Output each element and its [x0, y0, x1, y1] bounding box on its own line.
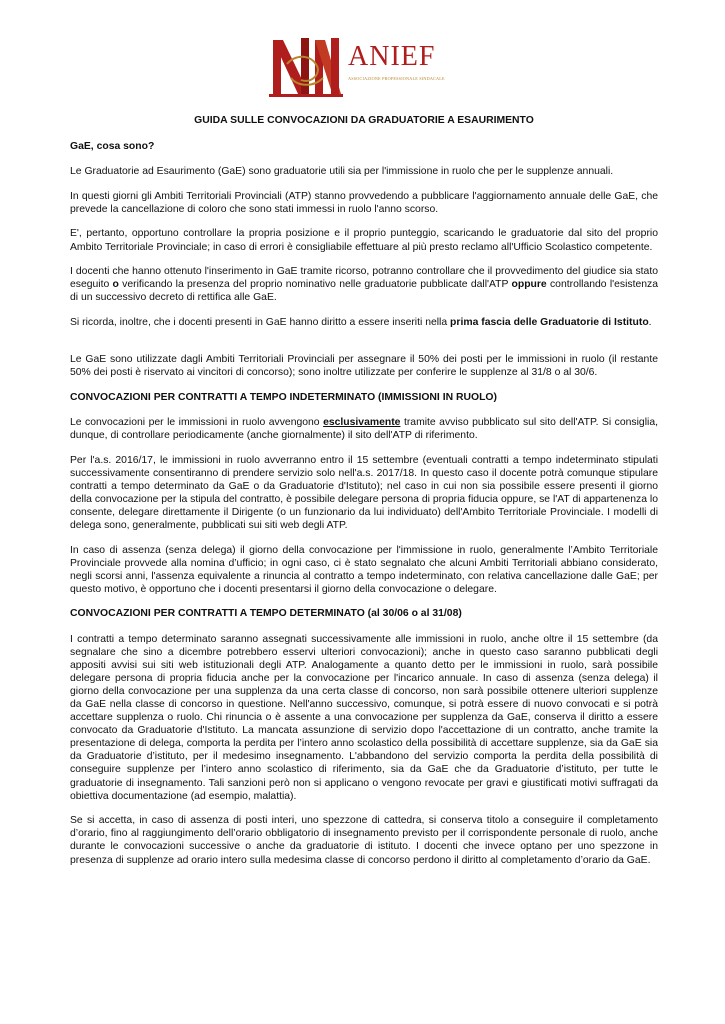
bold-span: prima fascia delle Graduatorie di Istituto — [450, 316, 649, 328]
section-heading-gae: GaE, cosa sono? — [70, 141, 155, 153]
anief-logo-icon — [267, 34, 345, 100]
text-span: tramite avviso pubblicato sul sito dell'ATP. Si consiglia, dunque, di controllare periodicamente (anche giornalmente) il sito dell'ATP di riferimento. — [70, 416, 658, 441]
bold-underlined-span — [323, 417, 400, 428]
text-span: I docenti che hanno ottenuto l'inserimento in GaE tramite ricorso, potranno controllare che il provvedimento del giudice sia stato eseguito — [70, 266, 658, 291]
paragraph-gae-usage: Le GaE sono utilizzate dagli Ambiti Territoriali Provinciali per assegnare il 50% dei posti per le immissioni in ruolo (il restante 50% dei posti è riservato ai vincitori di concorso); sono inoltre utilizzate per conferire le supplenze al 31/8 o al 30/6. — [70, 354, 658, 379]
paragraph-gae-definition: Le Graduatorie ad Esaurimento (GaE) sono graduatorie utili sia per l'immissione in ruolo che per le supplenze annuali. — [70, 166, 614, 178]
document-body — [70, 114, 658, 878]
text-span: . — [648, 316, 652, 328]
page-title: GUIDA SULLE CONVOCAZIONI DA GRADUATORIE A ESAURIMENTO — [194, 115, 534, 126]
bold-span: oppure — [511, 279, 547, 291]
paragraph-assenza-ruolo: In caso di assenza (senza delega) il giorno della convocazione per l'immissione in ruolo, generalmente l’Ambito Territoriale Provinciale provvede alla nomina d’ufficio; in ogni caso, ci è stato segnalato che alcuni Ambiti Territoriali abbiano considerato, negli scorsi anni, l'assenza equivalente a rinuncia al contratto a tempo indeterminato, con relativa cancellazione dalle GaE; per questo motivo, è opportuno che i docenti presentarsi il giorno della convocazione o delegare. — [70, 544, 658, 595]
bold-span: o — [112, 279, 119, 291]
text-span: Le convocazioni per le immissioni in ruolo avvengono — [70, 416, 324, 428]
text-span: verificando la presenza del proprio nominativo nelle graduatorie pubblicate dall'ATP — [118, 279, 512, 291]
paragraph-contratti-determinato: I contratti a tempo determinato saranno assegnati successivamente alle immissioni in ruolo, anche oltre il 15 settembre (da segnalare che sino a dicembre potrebbero esservi ulteriori convocazioni); anche in questo caso saranno pubblicati degli appositi avvisi sui siti web istituzionali degli ATP. Analogamente a quanto detto per le immissioni in ruolo, sarà possibile delegare persona di propria fiducia anche per la convocazione per l'incarico annuale. In caso di assenza (senza delega) il giorno della convocazione per una supplenza da una certa classe di concorso, non sarà possibile ottenere ulteriori supplenze da GaE nella classe di concorso in questione. Nell'anno successivo, comunque, si potrà essere di nuovo convocati e si potrà accettare supplenza o ruolo. Chi rinuncia o è assente a una convocazione per supplenza da GaE, conserva il diritto a essere convocato da Graduatorie d'Istituto. La mancata assunzione di servizio dopo l'accettazione di un contratto, anche tramite la presentazione di delega, comporta la perdita per l’intero anno scolastico della possibilità di accettare supplenze, sia da GaE sia da Graduatorie d’istituto, per il medesimo insegnamento. L'abbandono del servizio comporta la perdita della possibilità di conseguire supplenze per l’intero anno scolastico di riferimento, sia da GaE che da Graduatorie d’istituto, per tutte le graduatorie di insegnamento. Tali sanzioni però non si applicano o vengono revocate per gravi e giustificati motivi suffragati da obiettiva documentazione (ad esempio, malattia). — [70, 633, 658, 802]
paragraph-convocazioni-ruolo — [70, 416, 658, 442]
paragraph-ricorso — [70, 265, 658, 304]
paragraph-spezzone: Se si accetta, in caso di assenza di posti interi, uno spezzone di cattedra, si conserva titolo a conseguire il completamento d’orario, fino al raggiungimento dell’orario obbligatorio di insegnamento previsto per il corrispondente personale di ruolo, anche durante le convocazioni successive o anche da graduatorie di istituto. I docenti che invece optano per uno spezzone in presenza di supplenze ad orario intero sulla medesima classe di concorso perdono il diritto al completamento d’orario da GaE. — [70, 815, 658, 866]
logo-text: ANIEF — [348, 41, 436, 72]
text-span: controllando l'esistenza di un successivo decreto di rettifica alle GaE. — [70, 279, 659, 304]
paragraph-check-position: E', pertanto, opportuno controllare la propria posizione e il proprio punteggio, scaricando le graduatorie dal sito del proprio Ambito Territoriale Provinciale; in caso di errori è consigliabile effettuare al più presto reclamo all'Ufficio Scolastico competente. — [70, 228, 658, 253]
paragraph-prima-fascia — [70, 316, 658, 329]
underline-span: esclusivamente — [323, 416, 401, 428]
text-span: Si ricorda, inoltre, che i docenti presenti in GaE hanno diritto a essere inseriti nella — [70, 316, 451, 328]
page-header — [0, 30, 725, 102]
section-heading-determinato: CONVOCAZIONI PER CONTRATTI A TEMPO DETERMINATO (al 30/06 o al 31/08) — [70, 608, 462, 620]
logo-subtitle: ASSOCIAZIONE PROFESSIONALE SINDACALE — [348, 76, 445, 81]
anief-wordmark — [348, 40, 458, 90]
section-heading-indeterminato: CONVOCAZIONI PER CONTRATTI A TEMPO INDETERMINATO (IMMISSIONI IN RUOLO) — [70, 391, 497, 403]
paragraph-immissioni-2016: Per l'a.s. 2016/17, le immissioni in ruolo avverranno entro il 15 settembre (eventuali contratti a tempo indeterminato stipulati successivamente consentiranno di prendere servizio solo nell'a.s. 2017/18. In questo caso il docente potrà comunque stipulare contratti a tempo determinato da GaE o da Graduatorie d'Istituto); nel caso in cui non sia possibile essere presenti il giorno della convocazione per la stipula del contratto, è possibile delegare persona di propria fiducia oppure, se l'AT di appartenenza lo consente, delegare direttamente il Dirigente (o un funzionario da lui individuato) dell'Ambito Territoriale Provinciale. I modelli di delega sono, generalmente, pubblicati sui siti web degli ATP. — [70, 454, 658, 531]
paragraph-atp-update: In questi giorni gli Ambiti Territoriali Provinciali (ATP) stanno provvedendo a pubblicare l'aggiornamento annuale delle GaE, che prevede la cancellazione di coloro che sono stati immessi in ruolo l'anno scorso. — [70, 190, 658, 215]
